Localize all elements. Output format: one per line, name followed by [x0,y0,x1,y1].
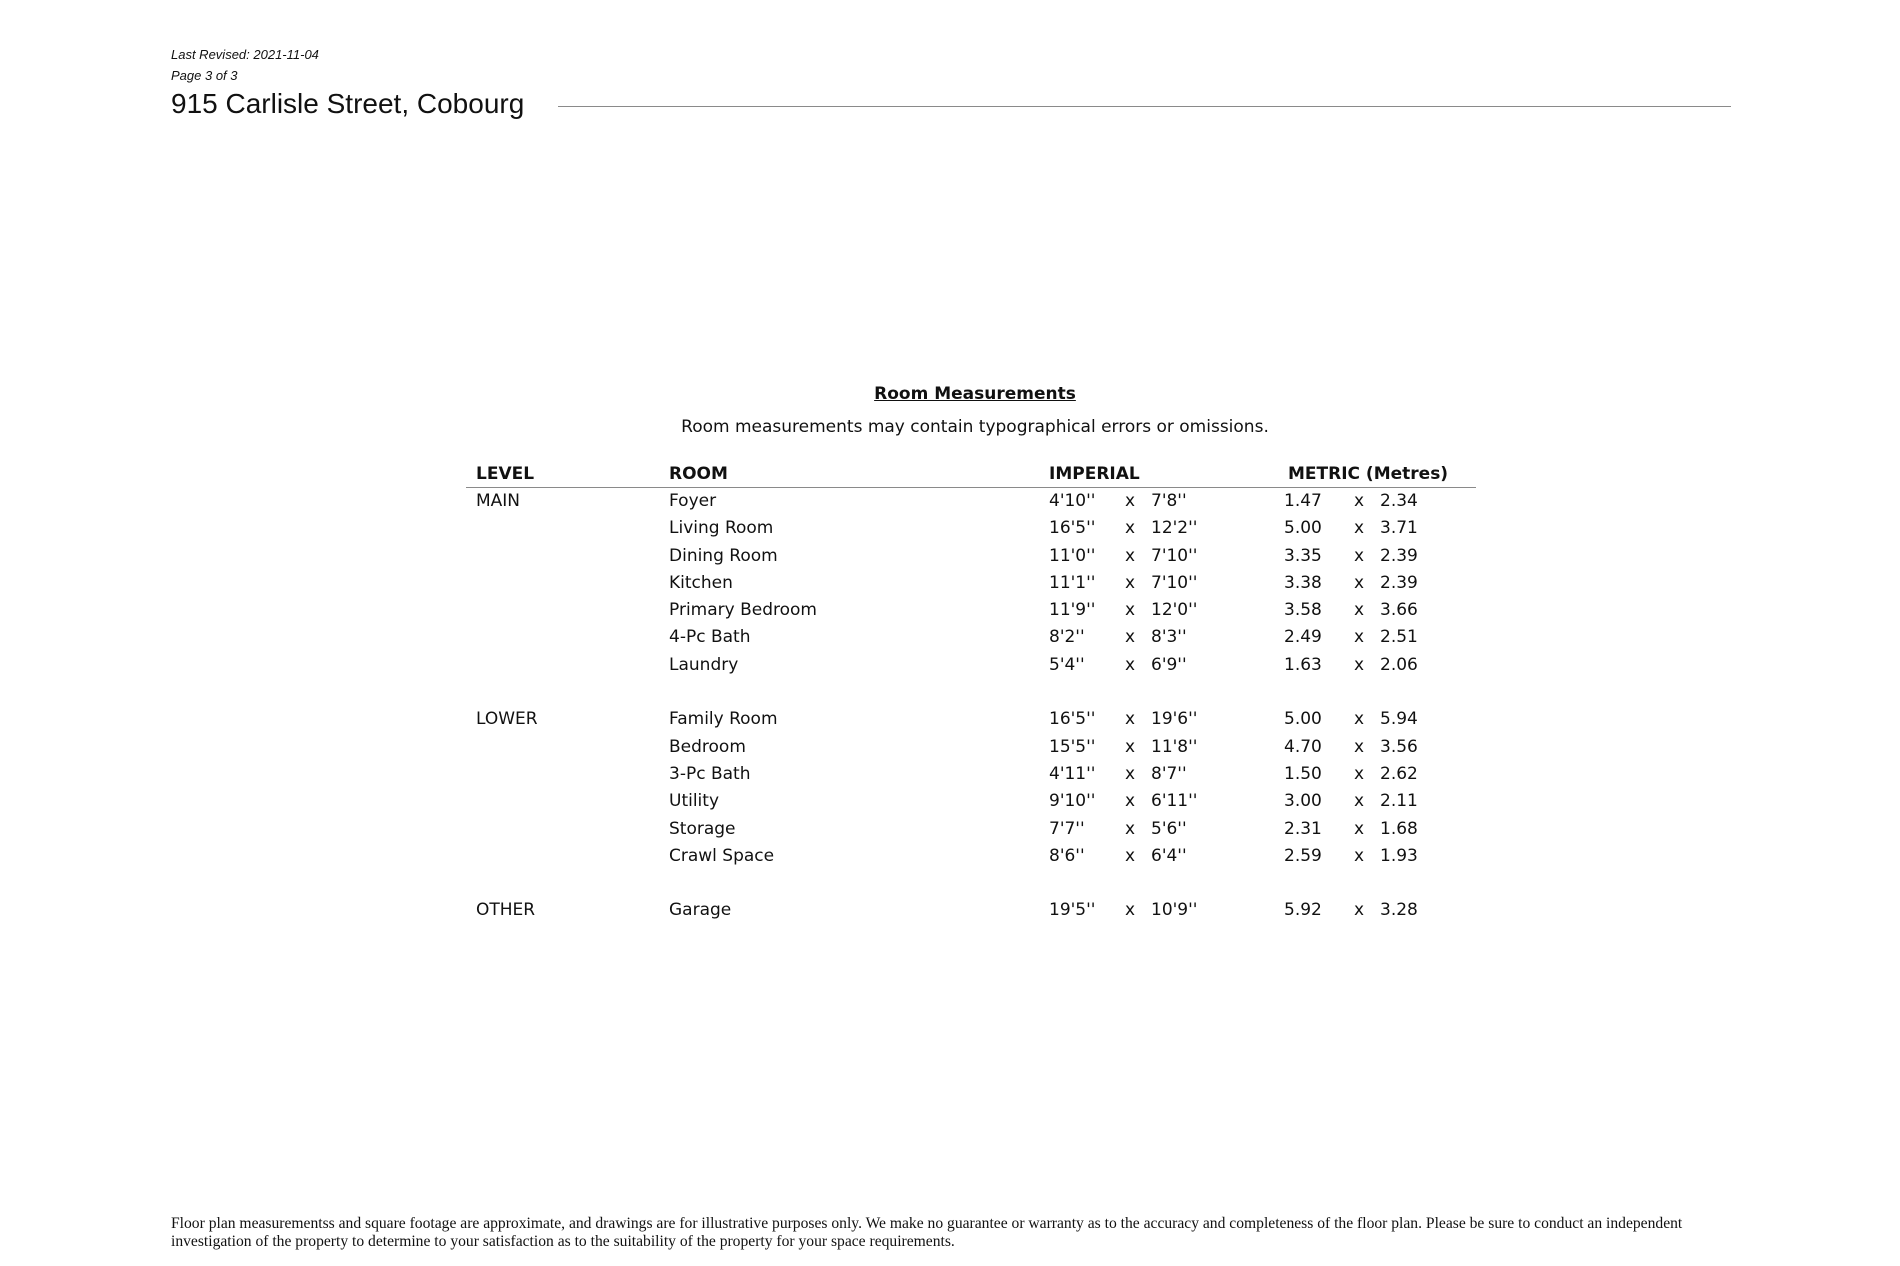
table-row [466,816,1476,843]
page-number: Page 3 of 3 [171,68,238,83]
imperial-width: 6'4'' [1151,845,1187,866]
imperial-length: 15'5'' [1049,736,1096,757]
imperial-length: 7'7'' [1049,818,1085,839]
imperial-length: 19'5'' [1049,900,1096,921]
metric-separator: x [1354,818,1365,839]
imperial-separator: x [1125,818,1136,839]
imperial-width: 19'6'' [1151,709,1198,730]
metric-separator: x [1354,545,1365,566]
room-cell: 4-Pc Bath [669,627,751,648]
metric-length: 5.00 [1284,709,1322,730]
imperial-separator: x [1125,900,1136,921]
table-header [466,462,1476,488]
measurement-note: Room measurements may contain typographical errors or omissions. [681,417,1269,437]
imperial-width: 7'10'' [1151,572,1198,593]
level-cell: OTHER [476,900,536,921]
room-cell: Crawl Space [669,845,775,866]
table-row [466,897,1476,924]
table-row [466,515,1476,542]
room-cell: Garage [669,900,732,921]
metric-width: 3.28 [1380,900,1418,921]
metric-width: 3.66 [1380,600,1418,621]
imperial-width: 8'3'' [1151,627,1187,648]
metric-separator: x [1354,736,1365,757]
header-imperial: IMPERIAL [1049,464,1140,484]
imperial-length: 16'5'' [1049,709,1096,730]
metric-length: 3.00 [1284,791,1322,812]
metric-width: 2.06 [1380,654,1418,675]
metric-length: 2.31 [1284,818,1322,839]
room-cell: Bedroom [669,736,746,757]
metric-width: 3.56 [1380,736,1418,757]
room-cell: Laundry [669,654,739,675]
imperial-separator: x [1125,709,1136,730]
metric-separator: x [1354,572,1365,593]
table-row [466,706,1476,733]
table-row [466,624,1476,651]
table-row [466,734,1476,761]
imperial-separator: x [1125,791,1136,812]
metric-separator: x [1354,709,1365,730]
imperial-separator: x [1125,654,1136,675]
imperial-length: 11'0'' [1049,545,1096,566]
room-cell: Utility [669,791,720,812]
imperial-length: 4'11'' [1049,763,1096,784]
metric-length: 4.70 [1284,736,1322,757]
imperial-width: 12'2'' [1151,518,1198,539]
footer-disclaimer: Floor plan measurementss and square footage are approximate, and drawings are for illustrative purposes only. We make no guarantee or warranty as to the accuracy and completeness of the floor plan. Please be sure to conduct an independent investigation of the property to determine to your satisfaction as to the suitability of the property for your space requirements. [171,1215,1683,1250]
last-revised: Last Revised: 2021-11-04 [171,47,319,62]
metric-separator: x [1354,900,1365,921]
metric-width: 2.62 [1380,763,1418,784]
level-cell: LOWER [476,709,538,730]
imperial-width: 8'7'' [1151,763,1187,784]
table-body [466,488,1476,925]
page-header [171,44,1731,121]
metric-width: 2.51 [1380,627,1418,648]
imperial-width: 10'9'' [1151,900,1198,921]
imperial-width: 7'10'' [1151,545,1198,566]
metric-width: 1.68 [1380,818,1418,839]
imperial-width: 12'0'' [1151,600,1198,621]
imperial-length: 8'2'' [1049,627,1085,648]
imperial-length: 9'10'' [1049,791,1096,812]
table-row [466,543,1476,570]
metric-separator: x [1354,518,1365,539]
imperial-length: 16'5'' [1049,518,1096,539]
metric-width: 2.11 [1380,791,1418,812]
metric-width: 3.71 [1380,518,1418,539]
header-room: ROOM [669,464,728,484]
imperial-width: 5'6'' [1151,818,1187,839]
header-metric: METRIC (Metres) [1288,464,1449,484]
imperial-separator: x [1125,736,1136,757]
table-row [466,761,1476,788]
metric-separator: x [1354,600,1365,621]
table-row [466,597,1476,624]
imperial-separator: x [1125,491,1136,511]
metric-separator: x [1354,654,1365,675]
room-cell: Dining Room [669,545,778,566]
imperial-separator: x [1125,845,1136,866]
group-spacer [466,870,1476,897]
imperial-length: 8'6'' [1049,845,1085,866]
metric-separator: x [1354,627,1365,648]
imperial-width: 6'11'' [1151,791,1198,812]
room-cell: Foyer [669,491,717,511]
property-address: 915 Carlisle Street, Cobourg [171,88,525,119]
metric-length: 2.49 [1284,627,1322,648]
imperial-width: 7'8'' [1151,491,1187,511]
imperial-width: 11'8'' [1151,736,1198,757]
imperial-separator: x [1125,763,1136,784]
table-row [466,570,1476,597]
imperial-separator: x [1125,572,1136,593]
metric-width: 2.34 [1380,491,1418,511]
room-cell: Family Room [669,709,778,730]
table-row [466,843,1476,870]
metric-width: 2.39 [1380,572,1418,593]
imperial-length: 5'4'' [1049,654,1085,675]
imperial-separator: x [1125,545,1136,566]
imperial-width: 6'9'' [1151,654,1187,675]
table-row [466,788,1476,815]
header-divider [558,106,1731,107]
metric-width: 5.94 [1380,709,1418,730]
metric-separator: x [1354,491,1365,511]
metric-length: 5.00 [1284,518,1322,539]
room-cell: 3-Pc Bath [669,763,751,784]
table-row [466,652,1476,679]
room-measurements-table [466,462,1476,925]
metric-length: 3.58 [1284,600,1322,621]
metric-length: 1.50 [1284,763,1322,784]
metric-length: 5.92 [1284,900,1322,921]
group-spacer [466,679,1476,706]
metric-separator: x [1354,763,1365,784]
metric-width: 1.93 [1380,845,1418,866]
title-row [171,87,1731,121]
imperial-separator: x [1125,627,1136,648]
table-row [466,488,1476,515]
header-level: LEVEL [476,464,535,484]
imperial-length: 4'10'' [1049,491,1096,511]
room-cell: Primary Bedroom [669,600,817,621]
metric-separator: x [1354,845,1365,866]
room-cell: Storage [669,818,736,839]
metric-length: 3.38 [1284,572,1322,593]
imperial-length: 11'1'' [1049,572,1096,593]
metric-width: 2.39 [1380,545,1418,566]
room-cell: Kitchen [669,572,733,593]
metric-length: 3.35 [1284,545,1322,566]
imperial-separator: x [1125,600,1136,621]
metric-length: 1.63 [1284,654,1322,675]
metric-separator: x [1354,791,1365,812]
room-cell: Living Room [669,518,774,539]
imperial-separator: x [1125,518,1136,539]
metric-length: 2.59 [1284,845,1322,866]
imperial-length: 11'9'' [1049,600,1096,621]
section-title: Room Measurements [874,384,1076,404]
level-cell: MAIN [476,491,521,511]
metric-length: 1.47 [1284,491,1322,511]
